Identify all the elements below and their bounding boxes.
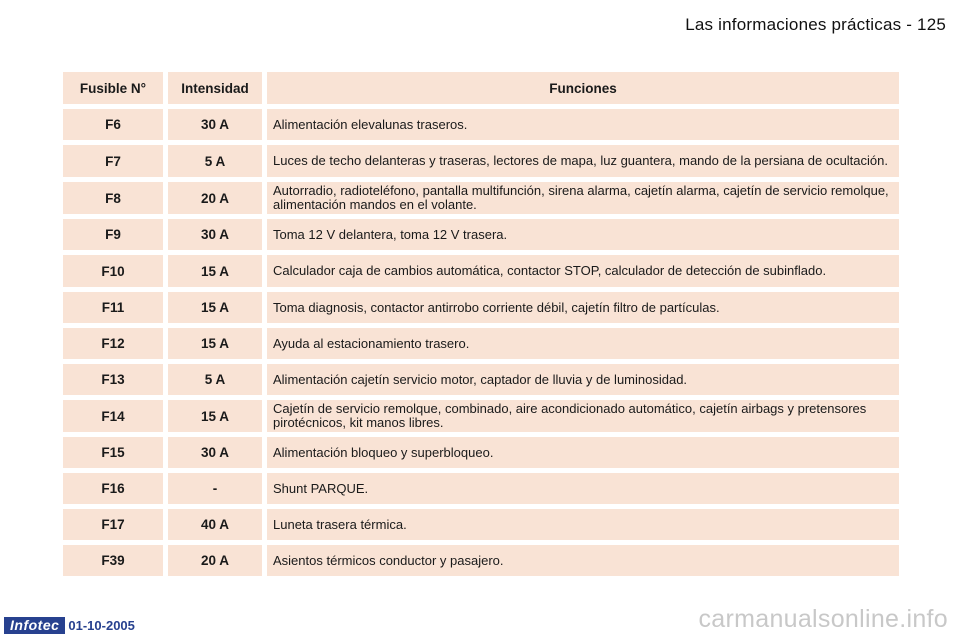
table-row: [63, 364, 899, 395]
fuse-amperage: 30 A: [168, 109, 262, 140]
fuse-amperage: 30 A: [168, 219, 262, 250]
fuse-function: Luneta trasera térmica.: [267, 509, 899, 540]
fuse-amperage: 20 A: [168, 545, 262, 576]
fuse-amperage: -: [168, 473, 262, 504]
table-row: [63, 400, 899, 432]
fuse-function: Luces de techo delanteras y traseras, lectores de mapa, luz guantera, mando de la persiana de ocultación.: [267, 145, 899, 177]
table-row: [63, 109, 899, 140]
column-header-fuse: Fusible N°: [63, 72, 163, 104]
fuse-number: F15: [63, 437, 163, 468]
fuse-number: F6: [63, 109, 163, 140]
table-row: [63, 328, 899, 359]
table-header-row: [63, 72, 899, 104]
fuse-number: F39: [63, 545, 163, 576]
fuse-function: Toma diagnosis, contactor antirrobo corriente débil, cajetín filtro de partículas.: [267, 292, 899, 323]
fuse-number: F12: [63, 328, 163, 359]
footer-date: 01-10-2005: [68, 618, 135, 633]
fuse-amperage: 15 A: [168, 400, 262, 432]
fuse-function: Alimentación cajetín servicio motor, captador de lluvia y de luminosidad.: [267, 364, 899, 395]
fuse-amperage: 30 A: [168, 437, 262, 468]
fuse-number: F11: [63, 292, 163, 323]
fuse-number: F9: [63, 219, 163, 250]
table-row: [63, 292, 899, 323]
fuse-function: Calculador caja de cambios automática, contactor STOP, calculador de detección de subinflado.: [267, 255, 899, 287]
table-row: [63, 145, 899, 177]
page-footer: [4, 617, 135, 634]
table-row: [63, 437, 899, 468]
fuse-number: F7: [63, 145, 163, 177]
fuse-amperage: 5 A: [168, 145, 262, 177]
fuse-number: F17: [63, 509, 163, 540]
fuse-number: F14: [63, 400, 163, 432]
fuse-number: F13: [63, 364, 163, 395]
fuse-table: [58, 67, 904, 581]
fuse-function: Alimentación bloqueo y superbloqueo.: [267, 437, 899, 468]
page-header: Las informaciones prácticas - 125: [685, 15, 946, 34]
table-row: [63, 545, 899, 576]
table-row: [63, 255, 899, 287]
fuse-function: Cajetín de servicio remolque, combinado, aire acondicionado automático, cajetín airbags y pretensores pirotécnicos, kit manos libres.: [267, 400, 899, 432]
fuse-amperage: 15 A: [168, 292, 262, 323]
fuse-function: Asientos térmicos conductor y pasajero.: [267, 545, 899, 576]
fuse-function: Shunt PARQUE.: [267, 473, 899, 504]
infotec-logo: Infotec: [4, 617, 65, 634]
fuse-number: F16: [63, 473, 163, 504]
table-row: [63, 182, 899, 214]
fuse-function: Alimentación elevalunas traseros.: [267, 109, 899, 140]
table-row: [63, 473, 899, 504]
fuse-amperage: 40 A: [168, 509, 262, 540]
table-row: [63, 509, 899, 540]
column-header-functions: Funciones: [267, 72, 899, 104]
fuse-amperage: 15 A: [168, 328, 262, 359]
table-row: [63, 219, 899, 250]
column-header-intensity: Intensidad: [168, 72, 262, 104]
fuse-amperage: 20 A: [168, 182, 262, 214]
fuse-number: F8: [63, 182, 163, 214]
fuse-function: Autorradio, radioteléfono, pantalla multifunción, sirena alarma, cajetín alarma, cajetín de servicio remolque, alimentación mandos en el volante.: [267, 182, 899, 214]
fuse-number: F10: [63, 255, 163, 287]
watermark: carmanualsonline.info: [698, 605, 948, 633]
fuse-amperage: 5 A: [168, 364, 262, 395]
fuse-amperage: 15 A: [168, 255, 262, 287]
fuse-function: Ayuda al estacionamiento trasero.: [267, 328, 899, 359]
fuse-function: Toma 12 V delantera, toma 12 V trasera.: [267, 219, 899, 250]
